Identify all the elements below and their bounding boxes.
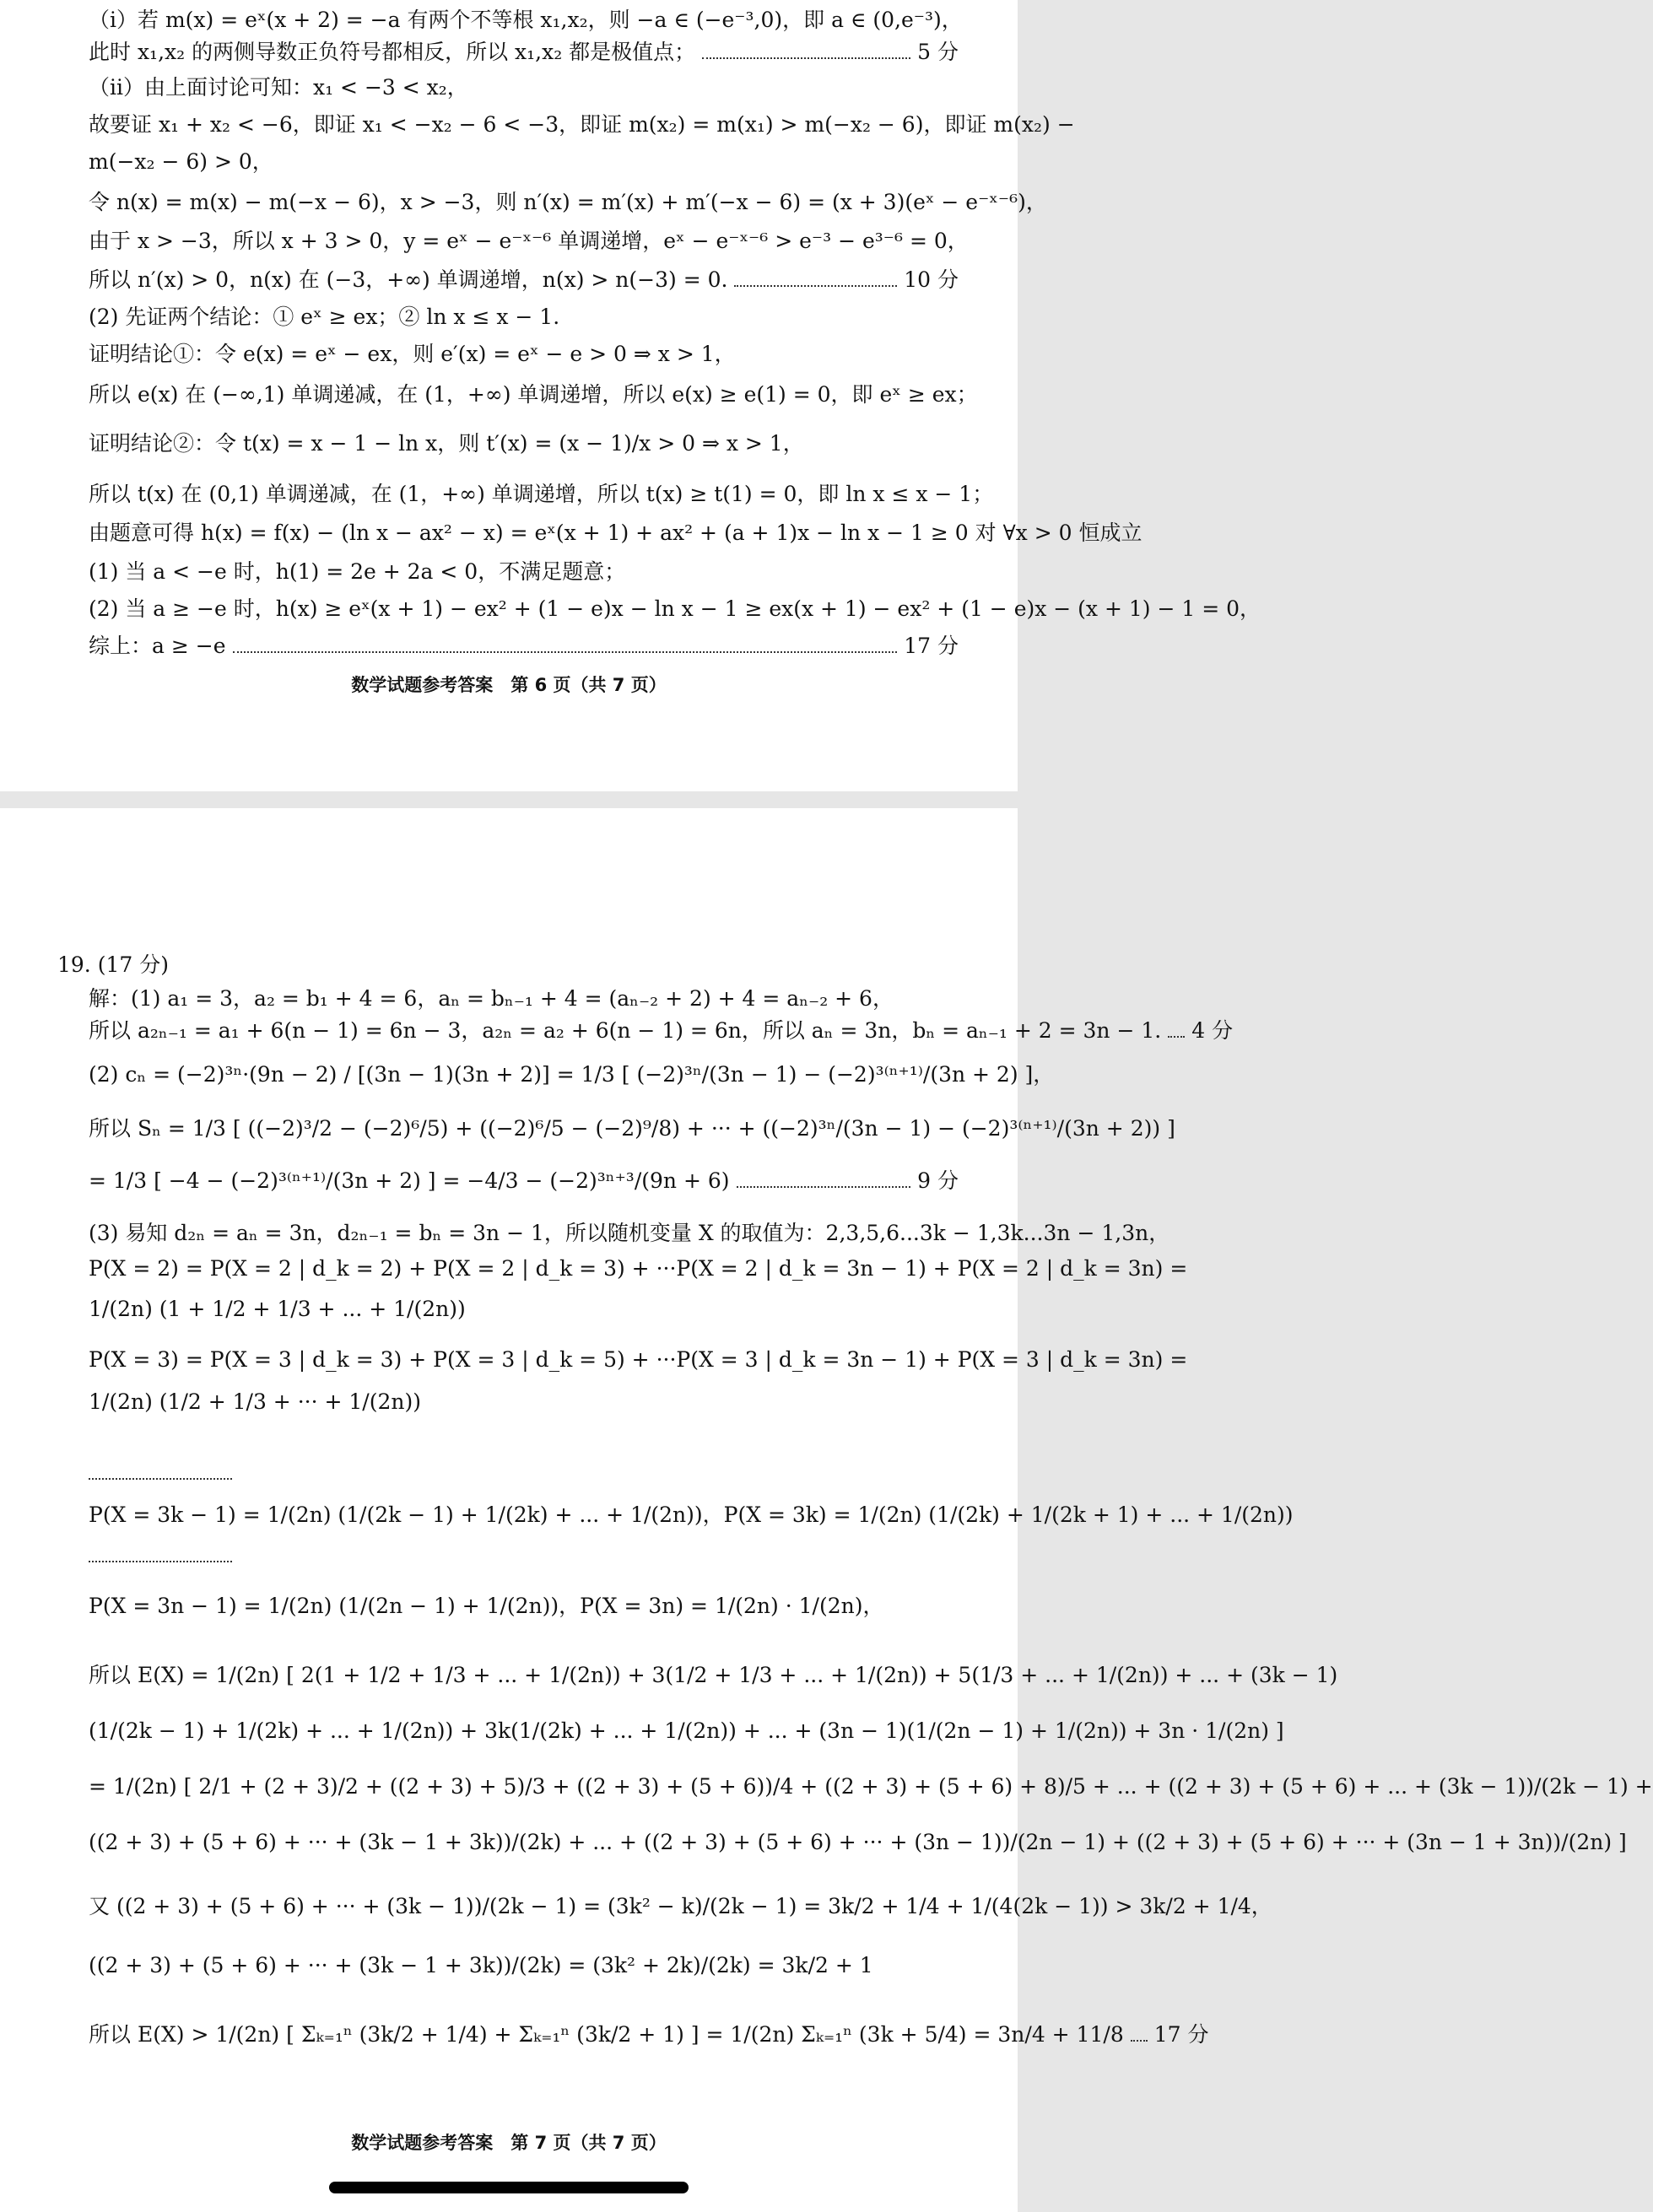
text-line: ((2 + 3) + (5 + 6) + ··· + (3k − 1 + 3k))/(2k) = (3k² + 2k)/(2k) = 3k/2 + 1: [89, 1953, 873, 1977]
dot-leader: [734, 267, 897, 287]
text-line: P(X = 3n − 1) = 1/(2n) (1/(2n − 1) + 1/(2n))，P(X = 3n) = 1/(2n) · 1/(2n)，: [89, 1594, 884, 1618]
text-line: 所以 e(x) 在 (−∞,1) 单调递减，在 (1，+∞) 单调递增，所以 e(x) ≥ e(1) = 0，即 eˣ ≥ ex；: [89, 382, 978, 407]
text-line: 证明结论②：令 t(x) = x − 1 − ln x，则 t′(x) = (x − 1)/x > 0 ⇒ x > 1，: [89, 431, 804, 456]
dot-leader: [702, 39, 910, 59]
dot-leader: [1168, 1017, 1185, 1038]
text-line: (2) cₙ = (−2)³ⁿ·(9n − 2) / [(3n − 1)(3n + 2)] = 1/3 [ (−2)³ⁿ/(3n − 1) − (−2)³⁽ⁿ⁺¹⁾/(3n + 2) ]，: [89, 1062, 1055, 1087]
problem-heading: 19. (17 分): [57, 952, 169, 977]
text-line: 令 n(x) = m(x) − m(−x − 6)，x > −3，则 n′(x) = m′(x) + m′(−x − 6) = (x + 3)(eˣ − e⁻ˣ⁻⁶)，: [89, 190, 1047, 214]
score-mark: 10 分: [904, 267, 959, 292]
text-line: 所以 t(x) 在 (0,1) 单调递减，在 (1，+∞) 单调递增，所以 t(x) ≥ t(1) = 0，即 ln x ≤ x − 1；: [89, 482, 994, 506]
text-line: [89, 2020, 1209, 2050]
text-line: [89, 37, 959, 67]
score-mark: 4 分: [1191, 1018, 1234, 1043]
text-line: P(X = 2) = P(X = 2 | d_k = 2) + P(X = 2 | d_k = 3) + ···P(X = 2 | d_k = 3n − 1) + P(X = 2 | d_k = 3n) =: [89, 1256, 1188, 1281]
score-mark: 9 分: [917, 1168, 959, 1193]
text-line: = 1/(2n) [ 2/1 + (2 + 3)/2 + ((2 + 3) + 5)/3 + ((2 + 3) + (5 + 6))/4 + ((2 + 3) + (5 + 6) + 8)/5 + ... + ((2 + 3) + (5 + 6) + ... + (3k − 1))/(2k − 1) +: [89, 1774, 1653, 1799]
score-mark: 17 分: [1153, 2022, 1209, 2047]
text-line: 由于 x > −3，所以 x + 3 > 0，y = eˣ − e⁻ˣ⁻⁶ 单调递增，eˣ − e⁻ˣ⁻⁶ > e⁻³ − e³⁻⁶ = 0，: [89, 229, 969, 253]
text-line: [89, 1016, 1234, 1046]
text-line: (2) 先证两个结论：① eˣ ≥ ex；② ln x ≤ x − 1.: [89, 305, 560, 329]
text-line: 1/(2n) (1 + 1/2 + 1/3 + ... + 1/(2n)): [89, 1297, 466, 1321]
line-text: = 1/3 [ −4 − (−2)³⁽ⁿ⁺¹⁾/(3n + 2) ] = −4/3 − (−2)³ⁿ⁺³/(9n + 6): [89, 1168, 730, 1193]
text-line: 1/(2n) (1/2 + 1/3 + ··· + 1/(2n)): [89, 1389, 421, 1414]
text-line: [89, 1166, 959, 1196]
ellipsis-dots: [89, 1540, 232, 1562]
text-line: 所以 Sₙ = 1/3 [ ((−2)³/2 − (−2)⁶/5) + ((−2)⁶/5 − (−2)⁹/8) + ··· + ((−2)³ⁿ/(3n − 1) − (−2)³⁽ⁿ⁺¹⁾/(3n + 2)) ]: [89, 1116, 1175, 1141]
text-line: 又 ((2 + 3) + (5 + 6) + ··· + (3k − 1))/(2k − 1) = (3k² − k)/(2k − 1) = 3k/2 + 1/4 + 1/(4(2k − 1)) > 3k/2 + 1/4，: [89, 1894, 1272, 1918]
line-text: 此时 x₁,x₂ 的两侧导数正负符号都相反，所以 x₁,x₂ 都是极值点；: [89, 40, 696, 64]
score-mark: 17 分: [904, 634, 959, 658]
answer-page-7: [0, 808, 1653, 2212]
ellipsis-dots: [89, 1458, 232, 1480]
text-line: ((2 + 3) + (5 + 6) + ··· + (3k − 1 + 3k))/(2k) + ... + ((2 + 3) + (5 + 6) + ··· + (3n − 1))/(2n − 1) + ((2 + 3) + (5 + 6) + ··· + (3n − 1 + 3n))/(2n) ]: [89, 1830, 1627, 1854]
page-footer: 数学试题参考答案 第 6 页（共 7 页）: [351, 675, 667, 695]
line-text: 综上：a ≥ −e: [89, 634, 226, 658]
text-line: 所以 E(X) = 1/(2n) [ 2(1 + 1/2 + 1/3 + ... + 1/(2n)) + 3(1/2 + 1/3 + ... + 1/(2n)) + 5(1/3 + ... + 1/(2n)) + ... + (3k − 1): [89, 1663, 1338, 1687]
line-text: 所以 E(X) > 1/(2n) [ Σₖ₌₁ⁿ (3k/2 + 1/4) + Σₖ₌₁ⁿ (3k/2 + 1) ] = 1/(2n) Σₖ₌₁ⁿ (3k + 5/4) = 3n/4 + 11/8: [89, 2022, 1124, 2047]
text-line: （ⅰ）若 m(x) = eˣ(x + 2) = −a 有两个不等根 x₁,x₂，则 −a ∈ (−e⁻³,0)，即 a ∈ (0,e⁻³)，: [89, 8, 963, 32]
dot-leader: [1131, 2021, 1148, 2042]
text-line: 解：(1) a₁ = 3，a₂ = b₁ + 4 = 6，aₙ = bₙ₋₁ + 4 = (aₙ₋₂ + 2) + 4 = aₙ₋₂ + 6，: [89, 986, 894, 1011]
text-line: (2) 当 a ≥ −e 时，h(x) ≥ eˣ(x + 1) − ex² + (1 − e)x − ln x − 1 ≥ ex(x + 1) − ex² + (1 − e)x − (x + 1) − 1 = 0，: [89, 596, 1261, 621]
text-line: (3) 易知 d₂ₙ = aₙ = 3n，d₂ₙ₋₁ = bₙ = 3n − 1，所以随机变量 X 的取值为：2,3,5,6...3k − 1,3k...3n − 1,3n，: [89, 1221, 1170, 1245]
text-line: [89, 265, 959, 295]
score-mark: 5 分: [917, 40, 959, 64]
line-text: 所以 a₂ₙ₋₁ = a₁ + 6(n − 1) = 6n − 3，a₂ₙ = a₂ + 6(n − 1) = 6n，所以 aₙ = 3n，bₙ = aₙ₋₁ + 2 = 3n − 1.: [89, 1018, 1162, 1043]
text-line: 证明结论①：令 e(x) = eˣ − ex，则 e′(x) = eˣ − e > 0 ⇒ x > 1，: [89, 342, 736, 366]
text-line: [89, 631, 959, 661]
text-line: P(X = 3) = P(X = 3 | d_k = 3) + P(X = 3 | d_k = 5) + ···P(X = 3 | d_k = 3n − 1) + P(X = 3 | d_k = 3n) =: [89, 1347, 1188, 1372]
text-line: （ⅱ）由上面讨论可知：x₁ < −3 < x₂，: [89, 75, 468, 100]
dot-leader: [233, 633, 898, 653]
text-line: 故要证 x₁ + x₂ < −6，即证 x₁ < −x₂ − 6 < −3，即证 m(x₂) = m(x₁) > m(−x₂ − 6)，即证 m(x₂) −: [89, 112, 1075, 137]
text-line: (1) 当 a < −e 时，h(1) = 2e + 2a < 0，不满足题意；: [89, 559, 626, 584]
dot-leader: [737, 1168, 911, 1188]
line-text: 所以 n′(x) > 0，n(x) 在 (−3，+∞) 单调递增，n(x) > n(−3) = 0.: [89, 267, 728, 292]
text-line: P(X = 3k − 1) = 1/(2n) (1/(2k − 1) + 1/(2k) + ... + 1/(2n))，P(X = 3k) = 1/(2n) (1/(2k) + 1/(2k + 1) + ... + 1/(2n)): [89, 1503, 1294, 1527]
home-indicator[interactable]: [329, 2182, 689, 2193]
text-line: (1/(2k − 1) + 1/(2k) + ... + 1/(2n)) + 3k(1/(2k) + ... + 1/(2n)) + ... + (3n − 1)(1/(2n − 1) + 1/(2n)) + 3n · 1/(2n) ]: [89, 1718, 1284, 1743]
answer-page-6: [0, 0, 1261, 791]
text-line: 由题意可得 h(x) = f(x) − (ln x − ax² − x) = eˣ(x + 1) + ax² + (a + 1)x − ln x − 1 ≥ 0 对 ∀x > 0 恒成立: [89, 521, 1143, 545]
text-line: m(−x₂ − 6) > 0，: [89, 149, 273, 174]
page-footer: 数学试题参考答案 第 7 页（共 7 页）: [351, 2133, 667, 2153]
